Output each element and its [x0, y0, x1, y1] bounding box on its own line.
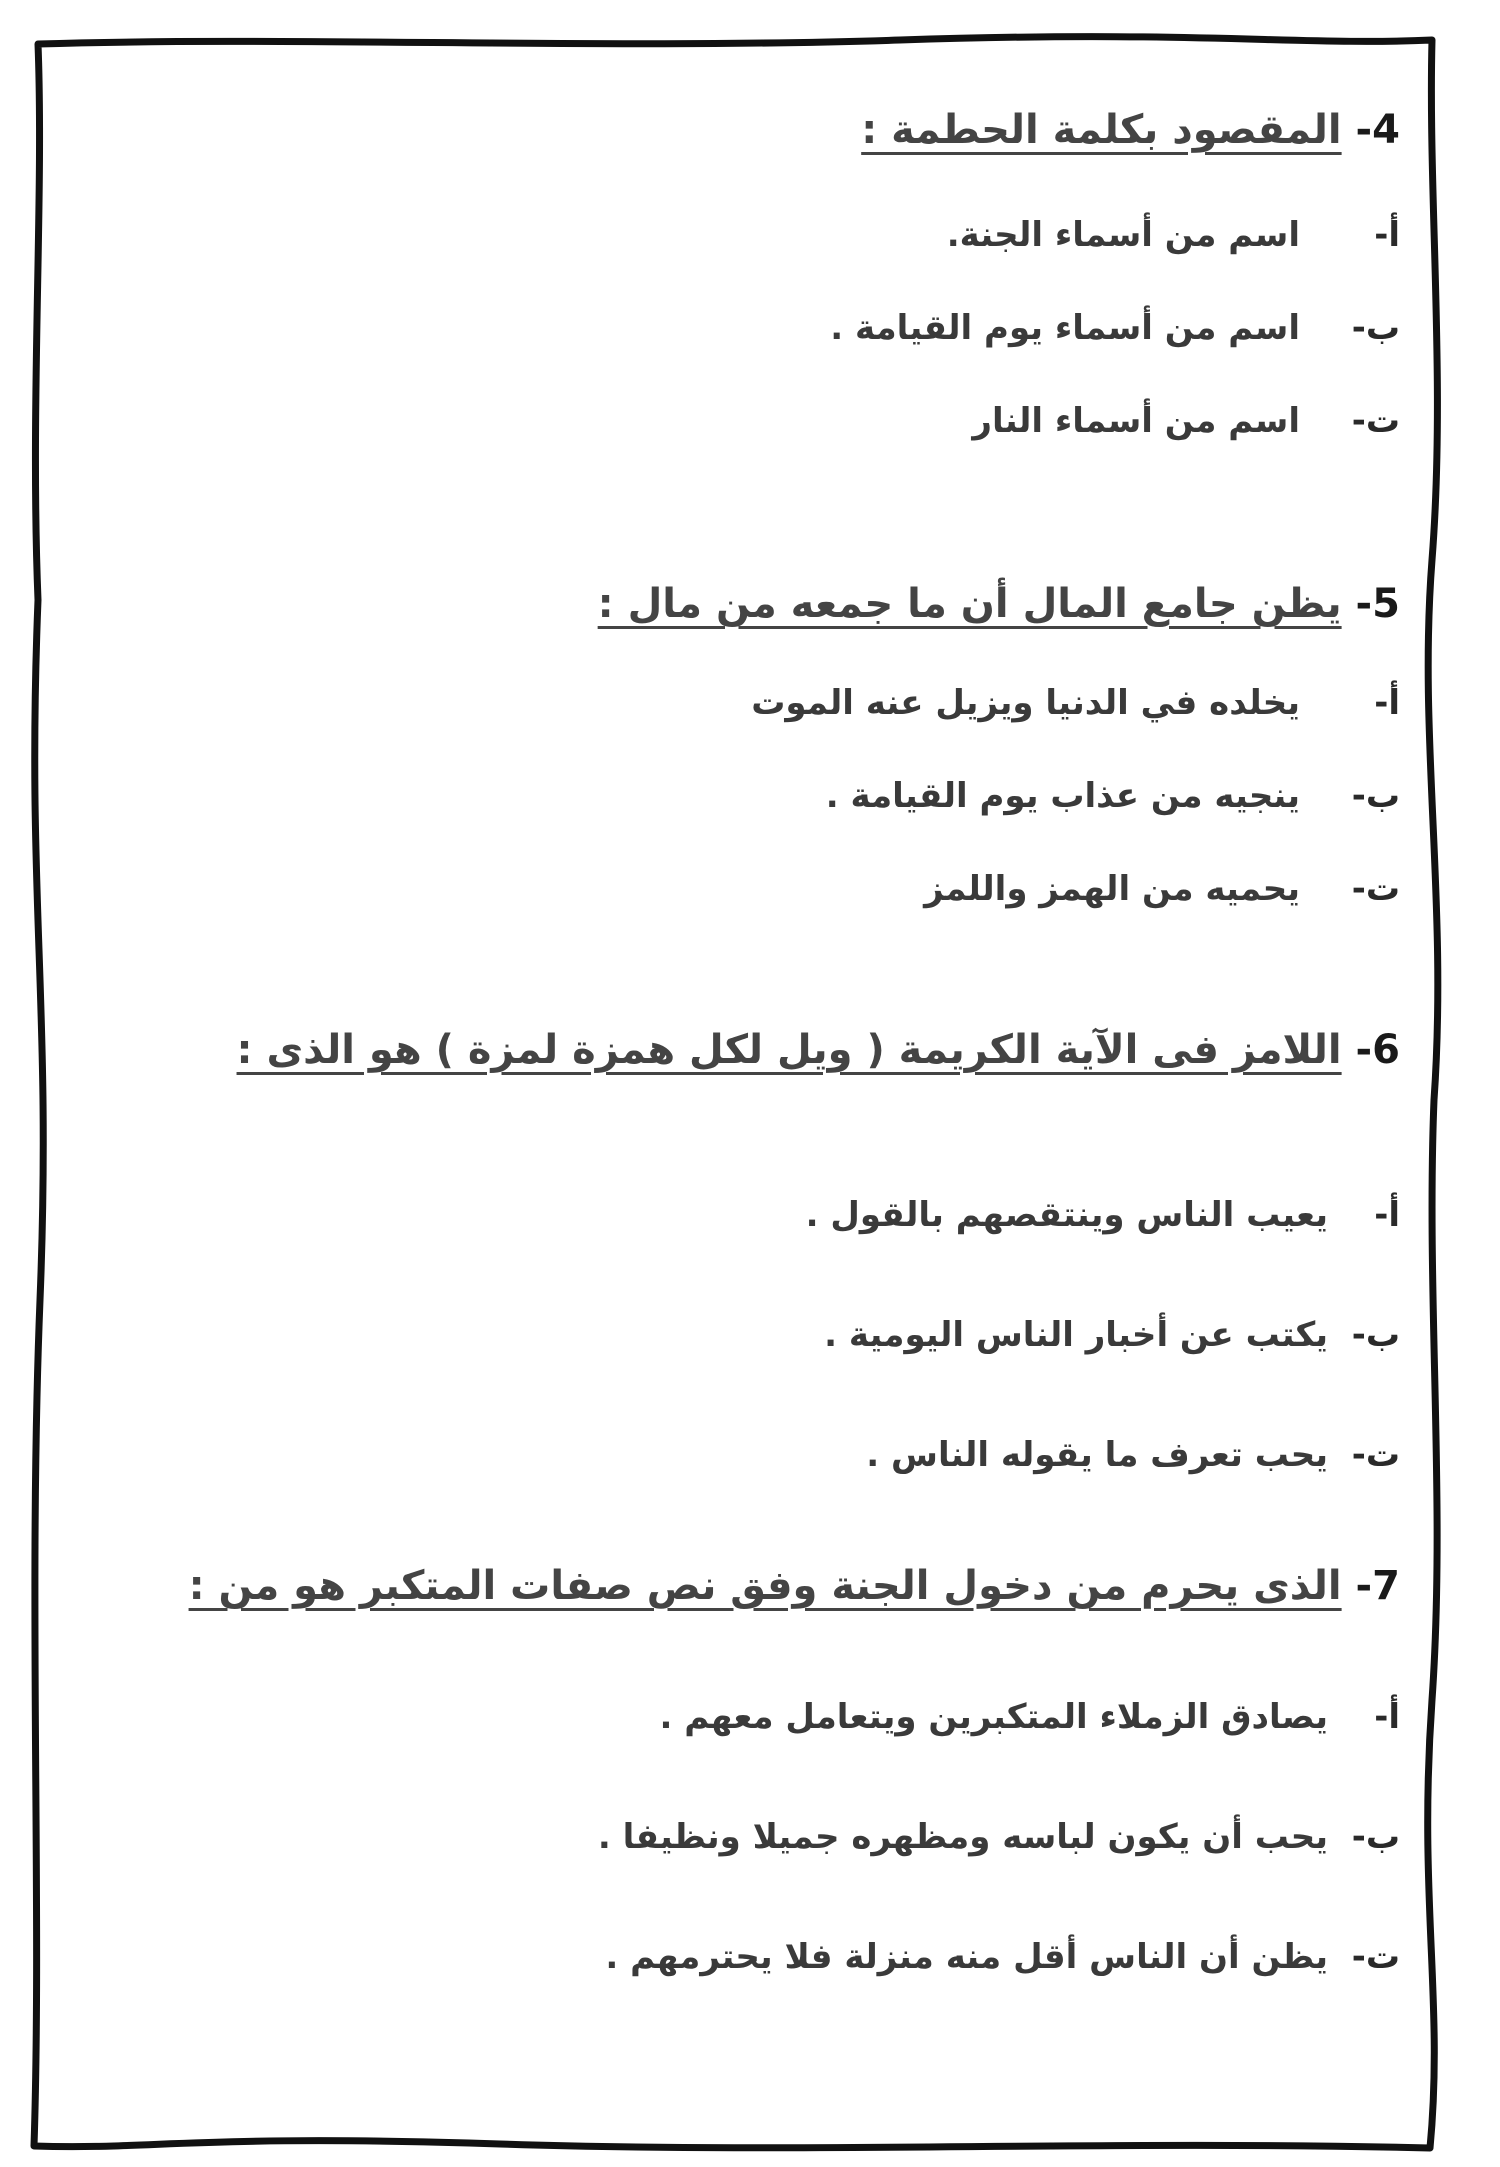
- option-text: يحب أن يكون لباسه ومظهره جميلا ونظيفا .: [597, 1817, 1328, 1857]
- option-b: [598, 1814, 1400, 1860]
- option-text: ينجيه من عذاب يوم القيامة .: [825, 776, 1300, 816]
- question-text: المقصود بكلمة الحطمة :: [861, 107, 1342, 153]
- option-b: [824, 1312, 1400, 1358]
- question-number: 5-: [1355, 581, 1400, 627]
- question-6-title: [237, 1024, 1400, 1076]
- option-text: اسم من أسماء يوم القيامة .: [830, 308, 1300, 348]
- option-letter: ت-: [1351, 401, 1400, 441]
- option-text: اسم من أسماء النار: [972, 401, 1300, 441]
- option-b: [830, 305, 1400, 351]
- option-letter: ت-: [1351, 869, 1400, 909]
- option-text: يحميه من الهمز واللمز: [924, 869, 1300, 909]
- option-letter: ت-: [1351, 1435, 1400, 1475]
- question-text: يظن جامع المال أن ما جمعه من مال :: [597, 581, 1342, 627]
- option-text: يخلده في الدنيا ويزيل عنه الموت: [751, 683, 1300, 723]
- option-c: [972, 398, 1400, 444]
- question-number: 4-: [1355, 107, 1400, 153]
- question-number: 6-: [1355, 1027, 1400, 1073]
- question-number: 7-: [1355, 1563, 1400, 1609]
- question-text: اللامز فى الآية الكريمة ( ويل لكل همزة لمزة ) هو الذى :: [236, 1027, 1342, 1073]
- option-letter: أ-: [1374, 1195, 1400, 1235]
- option-a: [806, 1192, 1400, 1238]
- question-7-title: [189, 1560, 1400, 1612]
- option-text: يحب تعرف ما يقوله الناس .: [866, 1435, 1328, 1475]
- option-text: يعيب الناس وينتقصهم بالقول .: [805, 1195, 1328, 1235]
- worksheet-content: [140, 0, 1400, 2167]
- option-c: [866, 1432, 1400, 1478]
- option-a: [751, 680, 1400, 726]
- option-text: يظن أن الناس أقل منه منزلة فلا يحترمهم .: [605, 1937, 1328, 1977]
- option-letter: ب-: [1351, 308, 1400, 348]
- option-letter: أ-: [1374, 1697, 1400, 1737]
- option-c: [605, 1934, 1400, 1980]
- option-letter: أ-: [1374, 683, 1400, 723]
- option-text: يصادق الزملاء المتكبرين ويتعامل معهم .: [659, 1697, 1328, 1737]
- question-5-title: [598, 578, 1400, 630]
- question-text: الذى يحرم من دخول الجنة وفق نص صفات المتكبر هو من :: [188, 1563, 1342, 1609]
- option-letter: ت-: [1351, 1937, 1400, 1977]
- option-text: يكتب عن أخبار الناس اليومية .: [824, 1315, 1328, 1355]
- option-letter: ب-: [1351, 1817, 1400, 1857]
- option-a: [659, 1694, 1400, 1740]
- option-b: [826, 773, 1400, 819]
- option-c: [924, 866, 1400, 912]
- option-a: [947, 212, 1400, 258]
- option-letter: ب-: [1351, 1315, 1400, 1355]
- option-letter: أ-: [1374, 215, 1400, 255]
- question-4-title: [861, 104, 1400, 156]
- option-text: اسم من أسماء الجنة.: [946, 215, 1300, 255]
- option-letter: ب-: [1351, 776, 1400, 816]
